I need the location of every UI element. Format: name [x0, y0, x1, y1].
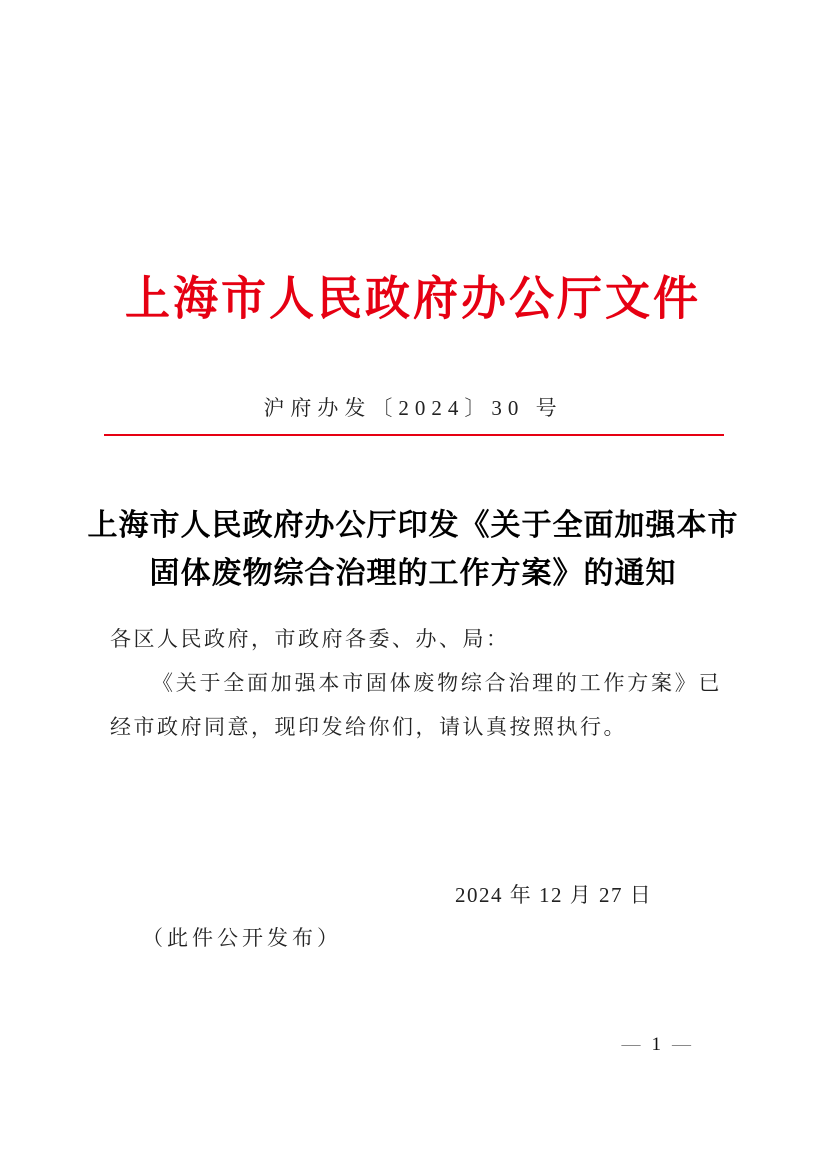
- issue-date: 2024 年 12 月 27 日: [455, 883, 653, 907]
- notice-title-line2: 固体废物综合治理的工作方案》的通知: [149, 557, 677, 590]
- letterhead-divider-rule: [104, 434, 724, 436]
- public-release-note: （此件公开发布）: [142, 926, 342, 950]
- document-body: [110, 617, 722, 749]
- page-number-value: 1: [651, 1034, 661, 1055]
- notice-title: [60, 502, 766, 598]
- page-number-left-dash: —: [621, 1034, 641, 1055]
- notice-title-line1: 上海市人民政府办公厅印发《关于全面加强本市: [87, 509, 739, 542]
- body-paragraph: 《关于全面加强本市固体废物综合治理的工作方案》已经市政府同意，现印发给你们，请认真按照执行。: [110, 671, 722, 739]
- salutation-line: 各区人民政府，市政府各委、办、局：: [110, 627, 510, 651]
- page-number-right-dash: —: [672, 1034, 691, 1055]
- document-reference-number: 沪府办发〔2024〕30 号: [263, 396, 563, 420]
- page-number: [613, 1032, 701, 1058]
- letterhead-agency-title: 上海市人民政府办公厅文件: [124, 273, 701, 325]
